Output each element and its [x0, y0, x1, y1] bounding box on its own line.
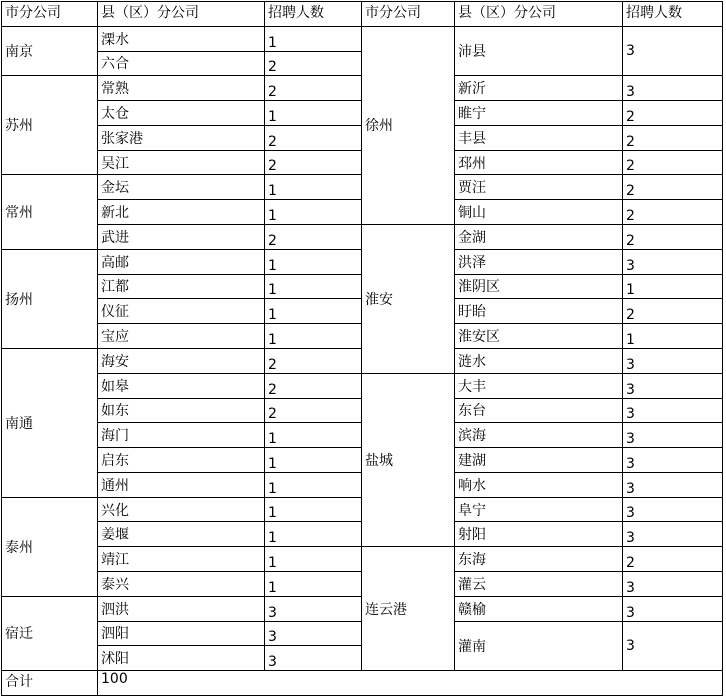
total-value: 100: [98, 671, 723, 696]
county-cell: 新沂: [455, 76, 623, 101]
count-cell: 1: [265, 274, 362, 299]
count-cell: 1: [265, 522, 362, 547]
total-label: 合计: [2, 671, 98, 696]
county-cell: 灌云: [455, 571, 623, 596]
county-cell: 灌南: [455, 621, 623, 671]
count-cell: 2: [623, 125, 723, 150]
county-cell: 丰县: [455, 125, 623, 150]
total-row: [2, 671, 723, 696]
county-cell: 张家港: [98, 125, 265, 150]
county-cell: 如皋: [98, 373, 265, 398]
count-cell: 1: [265, 26, 362, 51]
county-cell: 淮阴区: [455, 274, 623, 299]
county-cell: 太仓: [98, 101, 265, 126]
county-cell: 启东: [98, 448, 265, 473]
county-cell: 贾汪: [455, 175, 623, 200]
count-cell: 3: [623, 621, 723, 671]
county-cell: 沭阳: [98, 646, 265, 671]
city-cell: 常州: [2, 175, 98, 249]
count-cell: 3: [623, 249, 723, 274]
table-row: [2, 26, 723, 51]
county-cell: 睢宁: [455, 101, 623, 126]
count-cell: 1: [265, 101, 362, 126]
count-cell: 2: [623, 175, 723, 200]
header-city: 市分公司: [2, 2, 98, 27]
count-cell: 1: [265, 571, 362, 596]
city-cell: 宿迁: [2, 596, 98, 670]
county-cell: 江都: [98, 274, 265, 299]
count-cell: 2: [623, 299, 723, 324]
count-cell: 2: [623, 225, 723, 250]
county-cell: 金坛: [98, 175, 265, 200]
county-cell: 六合: [98, 51, 265, 76]
count-cell: 1: [265, 547, 362, 572]
county-cell: 高邮: [98, 249, 265, 274]
county-cell: 东台: [455, 398, 623, 423]
county-cell: 沛县: [455, 26, 623, 76]
county-cell: 泗洪: [98, 596, 265, 621]
county-cell: 泗阳: [98, 621, 265, 646]
county-cell: 武进: [98, 225, 265, 250]
recruitment-table: [1, 1, 723, 696]
table-row: [2, 225, 723, 250]
count-cell: 2: [265, 373, 362, 398]
county-cell: 吴江: [98, 150, 265, 175]
county-cell: 阜宁: [455, 497, 623, 522]
count-cell: 3: [265, 596, 362, 621]
county-cell: 宝应: [98, 324, 265, 349]
county-cell: 新北: [98, 200, 265, 225]
city-cell: 盐城: [362, 373, 455, 546]
count-cell: 3: [623, 76, 723, 101]
city-cell: 泰州: [2, 497, 98, 596]
count-cell: 2: [265, 76, 362, 101]
county-cell: 盱眙: [455, 299, 623, 324]
county-cell: 溧水: [98, 26, 265, 51]
count-cell: 3: [623, 472, 723, 497]
count-cell: 3: [265, 646, 362, 671]
count-cell: 3: [623, 398, 723, 423]
county-cell: 建湖: [455, 448, 623, 473]
city-cell: 扬州: [2, 249, 98, 348]
count-cell: 1: [265, 324, 362, 349]
count-cell: 1: [623, 274, 723, 299]
count-cell: 3: [623, 497, 723, 522]
county-cell: 涟水: [455, 348, 623, 373]
county-cell: 响水: [455, 472, 623, 497]
county-cell: 泰兴: [98, 571, 265, 596]
city-cell: 南京: [2, 26, 98, 76]
count-cell: 2: [265, 125, 362, 150]
count-cell: 2: [623, 150, 723, 175]
count-cell: 1: [265, 299, 362, 324]
count-cell: 2: [265, 398, 362, 423]
count-cell: 3: [623, 348, 723, 373]
count-cell: 1: [265, 200, 362, 225]
header-row: [2, 2, 723, 27]
count-cell: 1: [265, 423, 362, 448]
city-cell: 徐州: [362, 26, 455, 224]
county-cell: 姜堰: [98, 522, 265, 547]
count-cell: 2: [265, 225, 362, 250]
table-row: [2, 373, 723, 398]
header-county: 县（区）分公司: [455, 2, 623, 27]
county-cell: 滨海: [455, 423, 623, 448]
county-cell: 如东: [98, 398, 265, 423]
count-cell: 3: [623, 596, 723, 621]
count-cell: 2: [623, 547, 723, 572]
count-cell: 3: [623, 26, 723, 76]
city-cell: 淮安: [362, 225, 455, 374]
county-cell: 淮安区: [455, 324, 623, 349]
city-cell: 南通: [2, 348, 98, 497]
table-row: [2, 547, 723, 572]
county-cell: 金湖: [455, 225, 623, 250]
count-cell: 3: [623, 448, 723, 473]
county-cell: 邳州: [455, 150, 623, 175]
count-cell: 3: [623, 373, 723, 398]
count-cell: 3: [623, 571, 723, 596]
count-cell: 1: [265, 497, 362, 522]
county-cell: 洪泽: [455, 249, 623, 274]
count-cell: 2: [623, 200, 723, 225]
county-cell: 东海: [455, 547, 623, 572]
count-cell: 2: [623, 101, 723, 126]
count-cell: 1: [265, 472, 362, 497]
county-cell: 兴化: [98, 497, 265, 522]
county-cell: 海安: [98, 348, 265, 373]
city-cell: 连云港: [362, 547, 455, 671]
header-county: 县（区）分公司: [98, 2, 265, 27]
count-cell: 1: [265, 448, 362, 473]
count-cell: 3: [623, 423, 723, 448]
count-cell: 1: [623, 324, 723, 349]
county-cell: 通州: [98, 472, 265, 497]
county-cell: 铜山: [455, 200, 623, 225]
header-count: 招聘人数: [265, 2, 362, 27]
count-cell: 1: [265, 175, 362, 200]
header-city: 市分公司: [362, 2, 455, 27]
header-count: 招聘人数: [623, 2, 723, 27]
count-cell: 3: [623, 522, 723, 547]
count-cell: 2: [265, 348, 362, 373]
county-cell: 赣榆: [455, 596, 623, 621]
county-cell: 靖江: [98, 547, 265, 572]
count-cell: 3: [265, 621, 362, 646]
county-cell: 常熟: [98, 76, 265, 101]
count-cell: 1: [265, 249, 362, 274]
count-cell: 2: [265, 51, 362, 76]
county-cell: 仪征: [98, 299, 265, 324]
county-cell: 大丰: [455, 373, 623, 398]
count-cell: 2: [265, 150, 362, 175]
county-cell: 射阳: [455, 522, 623, 547]
city-cell: 苏州: [2, 76, 98, 175]
county-cell: 海门: [98, 423, 265, 448]
